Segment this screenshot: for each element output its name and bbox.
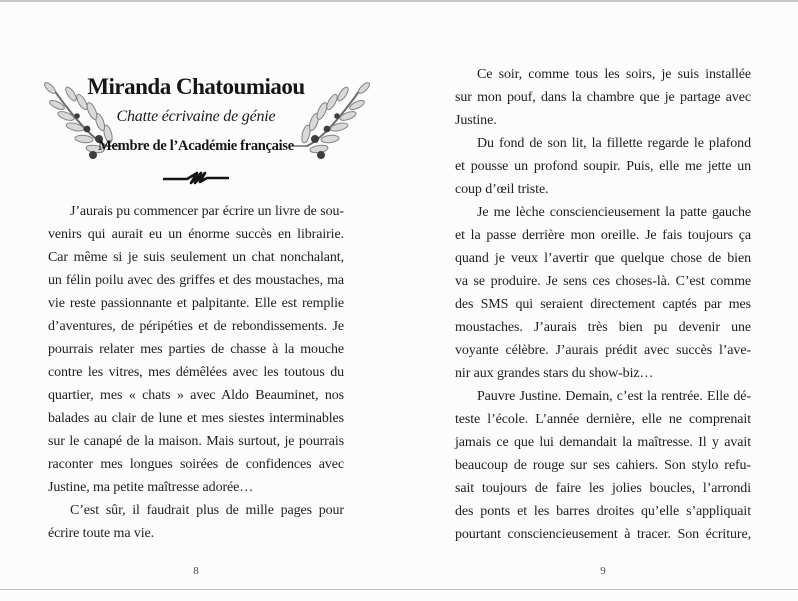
author-subtitle: Chatte écrivaine de génie (116, 108, 276, 125)
page-left (48, 0, 344, 601)
page-right (455, 0, 751, 601)
text-line: moustaches. J’aurais très bien pu devenir une (455, 320, 751, 335)
text-line: d’aventures, de péripéties et de rebondissements. Je (48, 319, 344, 334)
text-line: un félin poilu avec des griffes et des moustaches, ma (48, 273, 344, 288)
text-line: quand je veux l’avertir que quelque chose de bien (455, 251, 751, 266)
text-line: contre les vitres, mes démêlées avec les toutous du (48, 365, 344, 380)
text-line: Ce soir, comme tous les soirs, je suis installée (477, 67, 751, 82)
left-page-text (48, 200, 344, 545)
text-line: et pousse un profond soupir. Puis, elle me jette un (455, 159, 751, 174)
text-line: pourtant consciencieusement à tracer. Son écriture, (455, 527, 751, 542)
text-line: Pauvre Justine. Demain, c’est la rentrée. Elle dé- (477, 389, 751, 404)
text-line: coup d’œil triste. (455, 182, 549, 197)
squiggle-knot-divider-icon (48, 170, 344, 186)
text-line: Justine. (455, 113, 497, 128)
text-line: Car même si je suis seulement un chat nonchalant, (48, 250, 344, 265)
text-line: J’aurais pu commencer par écrire un livre de sou- (70, 204, 344, 219)
text-line: des ponts et les barres droites qu’elle s’appliquait (455, 504, 751, 519)
text-line: sur le canapé de la maison. Mais surtout, je pourrais (48, 434, 344, 449)
text-line: C’est sûr, il faudrait plus de mille pages pour (70, 503, 344, 518)
text-line: raconter mes longues soirées de confidences avec (48, 457, 344, 472)
text-line: nir aux grandes stars du show-biz… (455, 366, 654, 381)
right-page-text (455, 63, 751, 546)
text-line: balades au clair de lune et mes siestes interminables (48, 411, 344, 426)
text-line: Je me lèche consciencieusement la patte gauche (477, 205, 751, 220)
text-line: pourrais relater mes parties de chasse à la mouche (48, 342, 344, 357)
text-line: vie reste passionnante et palpitante. Elle est remplie (48, 296, 344, 311)
author-title: Miranda Chatoumiaou (87, 74, 305, 99)
text-line: teste l’école. L’année dernière, elle ne comprenait (455, 412, 751, 427)
text-line: va se produire. Je sens ces choses-là. C’est comme (455, 274, 751, 289)
author-membership: Membre de l’Académie française (98, 138, 294, 154)
text-line: Justine, ma petite maîtresse adorée… (48, 480, 254, 495)
text-line: quartier, mes « chats » avec Aldo Beauminet, nos (48, 388, 344, 403)
text-line: des SMS qui seraient directement captés par mes (455, 297, 751, 312)
text-line: jamais ce que lui demandait la maîtresse. Il y avait (455, 435, 751, 450)
text-line: sur mon pouf, dans la chambre que je partage avec (455, 90, 751, 105)
text-line: voyante célèbre. J’aurais prédit avec succès l’ave- (455, 343, 751, 358)
text-line: écrire toute ma vie. (48, 526, 155, 541)
text-line: Du fond de son lit, la fillette regarde le plafond (477, 136, 751, 151)
text-line: venirs qui aurait eu un énorme succès en librairie. (48, 227, 344, 242)
text-line: beaucoup de rouge sur ses cahiers. Son stylo refu- (455, 458, 751, 473)
page-number-right: 9 (600, 565, 606, 577)
bottom-rule-line (0, 589, 798, 590)
text-line: sait toujours de faire les jolies boucles, l’arrondi (455, 481, 751, 496)
page-number-left: 8 (193, 565, 199, 577)
text-line: et la passe derrière mon oreille. Je fais toujours ça (455, 228, 751, 243)
